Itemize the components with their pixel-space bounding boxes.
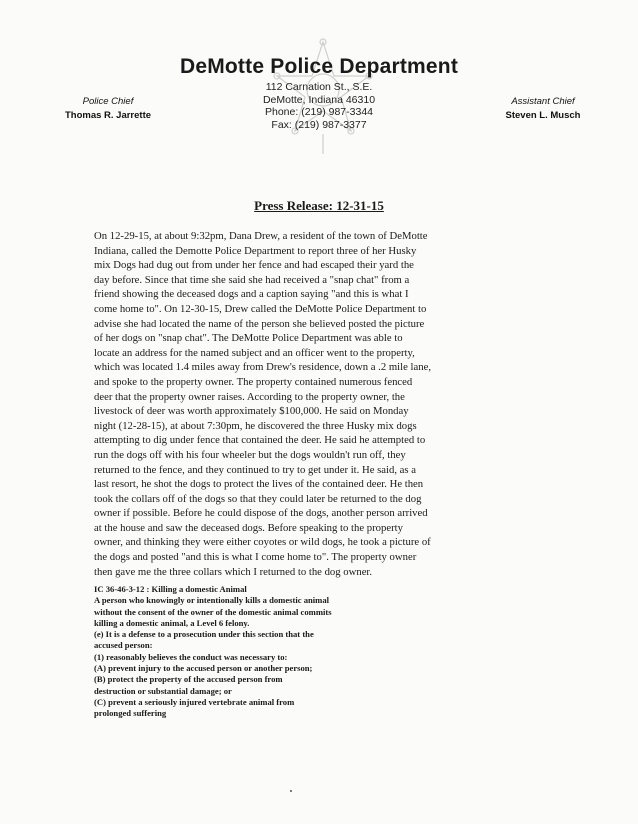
body-line: and spoke to the property owner. The property contained numerous fenced — [94, 375, 413, 388]
body-line: deer that the property owner raises. According to the property owner, the — [94, 390, 405, 403]
body-line: mix Dogs had dug out from under her fence and had escaped their yard the — [94, 259, 414, 272]
body-line: On 12-29-15, at about 9:32pm, Dana Drew, a resident of the town of DeMotte — [94, 230, 428, 242]
body-line: of her dogs on "snap chat". The DeMotte Police Department was able to — [94, 332, 403, 345]
body-line: advise she had located the name of the person she believed posted the picture — [94, 317, 425, 330]
body-line: friend showing the deceased dogs and a caption saying "and this is what I — [94, 288, 409, 301]
body-line: at the house and saw the deceased dogs. Before speaking to the property — [94, 521, 403, 534]
statute-line: (e) It is a defense to a prosecution under this section that the — [94, 629, 314, 640]
body-line: took the collars off of the dogs so that they could later be returned to the dog — [94, 492, 422, 505]
assistant-chief-role: Assistant Chief — [511, 96, 575, 107]
body-line: Indiana, called the Demotte Police Department to report three of her Husky — [94, 244, 417, 257]
statute-line: (B) protect the property of the accused person from — [94, 674, 283, 685]
body-line: owner, and thinking they were either coyotes or wild dogs, he took a picture of — [94, 536, 431, 549]
scan-speck — [290, 790, 292, 792]
department-name: DeMotte Police Department — [179, 55, 459, 78]
statute-line: accused person: — [94, 640, 153, 651]
address-phone: Phone: (219) 987-3344 — [265, 106, 373, 119]
press-release-title: Press Release: 12-31-15 — [254, 198, 384, 213]
address-street: 112 Carnation St., S.E. — [265, 81, 373, 93]
statute-excerpt — [94, 584, 514, 720]
department-address — [244, 81, 394, 132]
statute-line: killing a domestic animal, a Level 6 felony. — [94, 617, 250, 628]
body-line: livestock of deer was worth approximately $100,000. He said on Monday — [94, 405, 409, 418]
police-chief-block — [48, 95, 168, 123]
body-line: day before. Since that time she said she had received a "snap chat" from a — [94, 273, 410, 286]
statute-line: (C) prevent a seriously injured vertebrate animal from — [94, 696, 295, 707]
body-line: locate an address for the named subject and an officer went to the property, — [94, 346, 415, 359]
body-line: run the dogs off with his four wheeler but the dogs wouldn't run off, they — [94, 448, 406, 461]
statute-line: prolonged suffering — [94, 708, 167, 719]
press-release-body — [94, 229, 550, 579]
body-line: then gave me the three collars which I returned to the dog owner. — [94, 565, 373, 578]
statute-line: without the consent of the owner of the domestic animal commits — [94, 606, 332, 617]
statute-line: (A) prevent injury to the accused person or another person; — [94, 663, 313, 674]
statute-line: destruction or substantial damage; or — [94, 685, 232, 696]
police-chief-role: Police Chief — [82, 96, 134, 107]
body-line: attempting to dig under fence that contained the deer. He said he attempted to — [94, 434, 426, 447]
body-line: come home to". On 12-30-15, Drew called the DeMotte Police Department to — [94, 302, 427, 315]
statute-line: (1) reasonably believes the conduct was necessary to: — [94, 651, 288, 662]
body-line: which was located 1.4 miles away from Drew's residence, down a .2 mile lane, — [94, 361, 431, 374]
body-line: last resort, he shot the dogs to protect the lives of the contained deer. He then — [94, 478, 424, 491]
body-line: returned to the fence, and they continued to try to get under it. He said, as a — [94, 463, 417, 476]
address-city: DeMotte, Indiana 46310 — [262, 93, 376, 106]
assistant-chief-name: Steven L. Musch — [505, 110, 581, 121]
police-chief-name: Thomas R. Jarrette — [64, 110, 152, 121]
statute-heading: IC 36-46-3-12 : Killing a domestic Animal — [94, 584, 247, 594]
address-fax: Fax: (219) 987-3377 — [271, 119, 367, 132]
body-line: night (12-28-15), at about 7:30pm, he discovered the three Husky mix dogs — [94, 419, 417, 432]
statute-line: A person who knowingly or intentionally kills a domestic animal — [94, 595, 330, 606]
assistant-chief-block — [478, 95, 608, 123]
body-line: owner if possible. Before he could dispose of the dogs, another person arrived — [94, 507, 428, 520]
body-line: the dogs and posted "and this is what I come home to". The property owner — [94, 551, 417, 564]
